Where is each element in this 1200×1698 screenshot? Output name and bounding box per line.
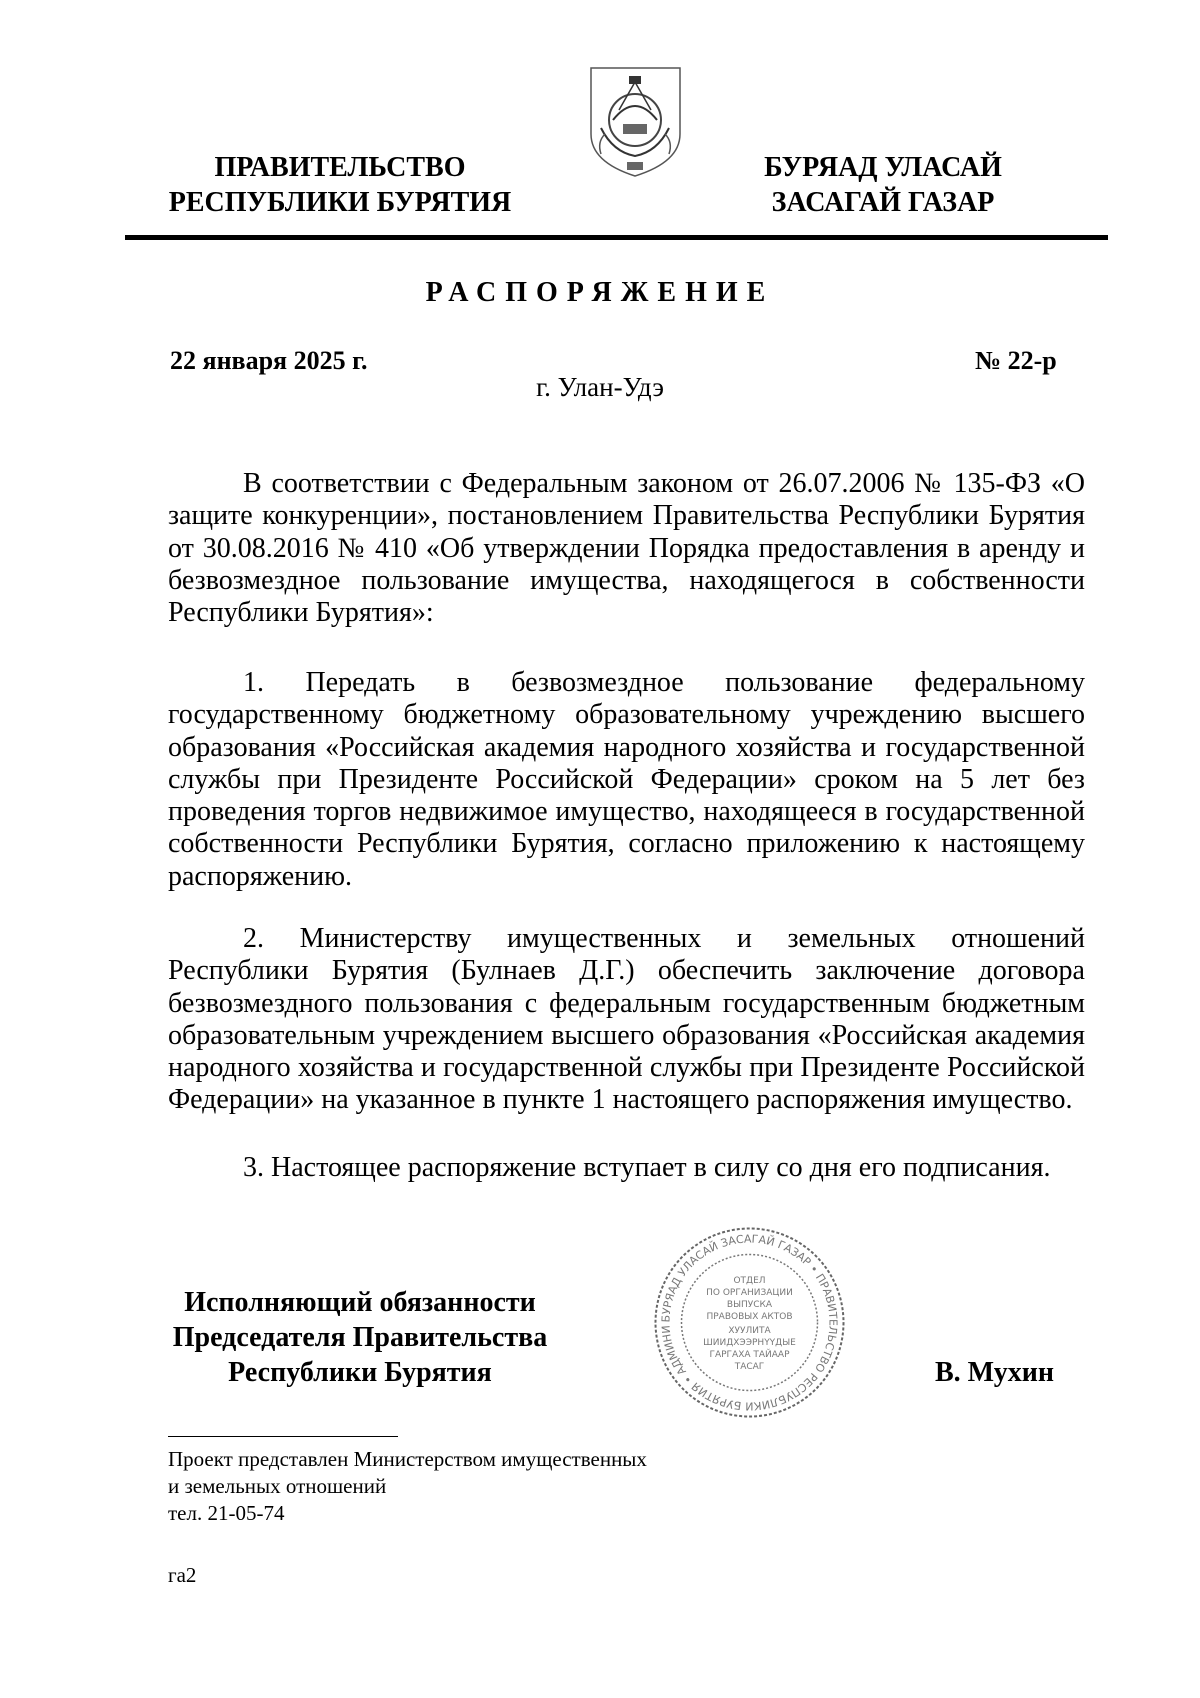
official-stamp xyxy=(652,1225,847,1420)
gov-name-bua xyxy=(738,150,1028,220)
stamp-ring-text: БУРЯАД УЛАСАЙ ЗАСАГАЙ ГАЗАР • ПРАВИТЕЛЬСТВО РЕСПУБЛИКИ БУРЯТИЯ • АДМИНИ xyxy=(659,1232,840,1413)
item-3 xyxy=(168,1152,1085,1184)
gov-name-ru-line1: ПРАВИТЕЛЬСТВО xyxy=(214,152,466,183)
stamp-line: ГАРГАХА ТАЙААР xyxy=(709,1350,790,1360)
footer-line2: и земельных отношений xyxy=(168,1474,387,1498)
stamp-line: ОТДЕЛ xyxy=(733,1276,766,1286)
preamble xyxy=(168,468,1085,629)
stamp-line: ТАСАГ xyxy=(734,1362,765,1372)
stamp-line: ШИИДХЭЭРНҮҮДЫЕ xyxy=(703,1338,796,1348)
footer-note xyxy=(168,1446,647,1527)
signatory-position xyxy=(160,1285,560,1390)
gov-name-bua-line2: ЗАСАГАЙ ГАЗАР xyxy=(771,187,995,218)
item-3-text: 3. Настоящее распоряжение вступает в силу со дня его подписания. xyxy=(243,1152,1051,1183)
footer-phone: тел. 21-05-74 xyxy=(168,1501,285,1525)
document-title: РАСПОРЯЖЕНИЕ xyxy=(425,277,775,308)
stamp-line: ПРАВОВЫХ АКТОВ xyxy=(706,1312,793,1322)
coat-of-arms xyxy=(583,62,688,180)
signatory-line2: Председателя Правительства xyxy=(172,1322,548,1353)
preamble-text: В соответствии с Федеральным законом от 26.07.2006 № 135-ФЗ «О защите конкуренции», постановлением Правительства Республики Бурятия от 30.08.2016 № 410 «Об утверждении Порядка предоставления в аренду и безвозмездное пользование имущества, находящегося в собственности Республики Бурятия»: xyxy=(168,468,1085,629)
signatory-line3: Республики Бурятия xyxy=(228,1357,492,1388)
gov-name-bua-line1: БУРЯАД УЛАСАЙ xyxy=(764,152,1002,183)
item-1-text: 1. Передать в безвозмездное пользование федеральному государственному бюджетному образовательному учреждению высшего образования «Российская академия народного хозяйства и государственной службы при Президенте Российской Федерации» сроком на 5 лет без проведения торгов недвижимое имущество, находящееся в государственной собственности Республики Бурятия, согласно приложению к настоящему распоряжению. xyxy=(168,667,1085,892)
stamp-line: ВЫПУСКА xyxy=(726,1300,773,1310)
signatory-name: В. Мухин xyxy=(935,1357,1054,1388)
signatory-line1: Исполняющий обязанности xyxy=(184,1287,536,1318)
document-code: га2 xyxy=(168,1563,197,1587)
document-date: 22 января 2025 г. xyxy=(170,346,368,375)
footer-divider xyxy=(168,1436,398,1437)
document-city: г. Улан-Удэ xyxy=(536,372,664,402)
item-2 xyxy=(168,923,1085,1117)
stamp-line: ПО ОРГАНИЗАЦИИ xyxy=(706,1288,793,1298)
gov-name-ru-line2: РЕСПУБЛИКИ БУРЯТИЯ xyxy=(168,187,512,218)
footer-line1: Проект представлен Министерством имущественных xyxy=(168,1447,647,1471)
item-2-text: 2. Министерству имущественных и земельных отношений Республики Бурятия (Булнаев Д.Г.) обеспечить заключение договора безвозмездного пользования с федеральным государственным бюджетным образовательным учреждением высшего образования «Российская академия народного хозяйства и государственной службы при Президенте Российской Федерации» на указанное в пункте 1 настоящего распоряжения имущество. xyxy=(168,923,1085,1116)
stamp-line: ХУУЛИТА xyxy=(728,1326,771,1336)
document-number: № 22-р xyxy=(975,346,1057,375)
header-divider xyxy=(125,235,1108,240)
item-1 xyxy=(168,667,1085,893)
gov-name-ru xyxy=(160,150,520,220)
